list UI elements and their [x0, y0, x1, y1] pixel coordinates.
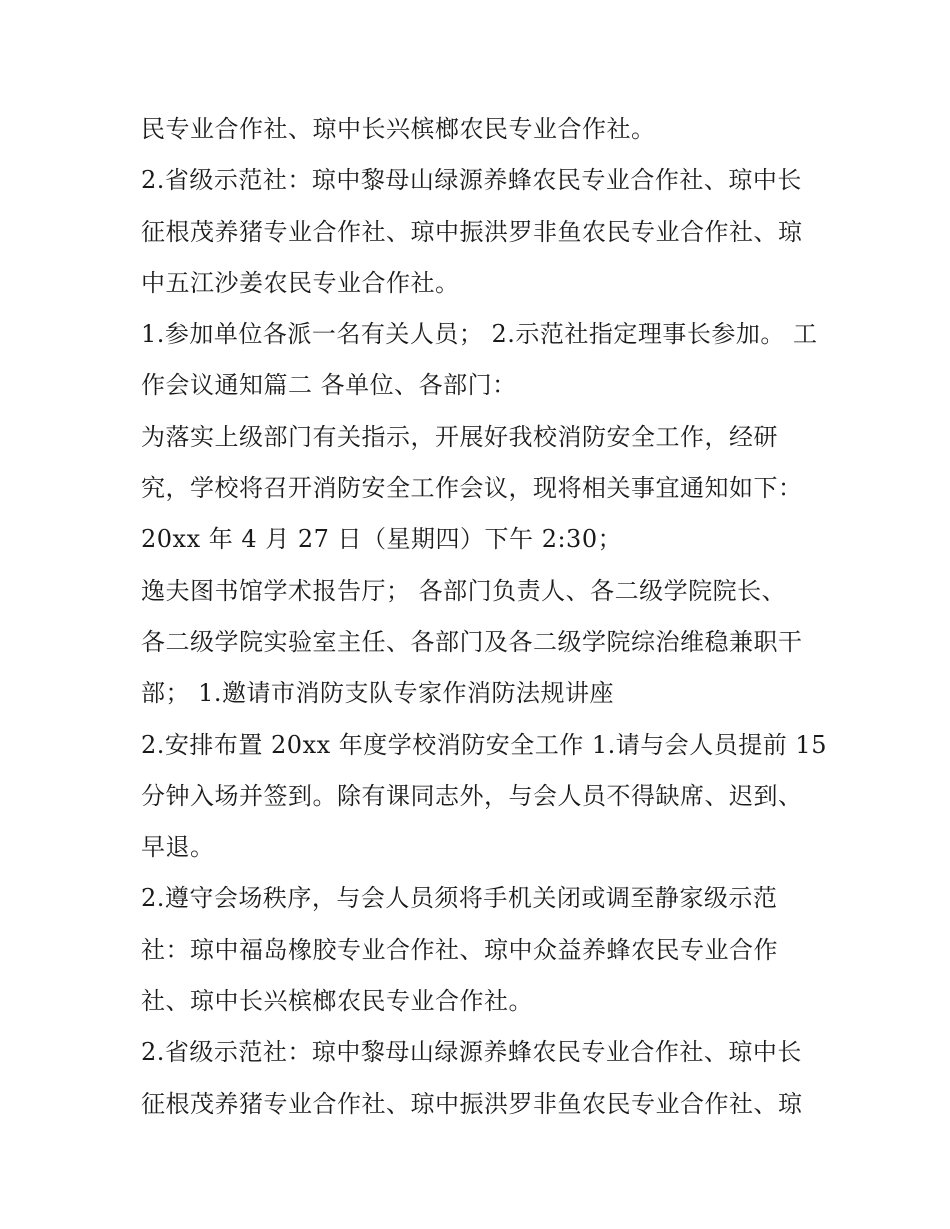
- text-line: 征根茂养猪专业合作社、琼中振洪罗非鱼农民专业合作社、琼: [141, 217, 803, 246]
- text-line: 2.遵守会场秩序，与会人员须将手机关闭或调至静家级示范: [141, 884, 778, 913]
- text-line: 2.省级示范社：琼中黎母山绿源养蜂农民专业合作社、琼中长: [141, 1038, 802, 1067]
- text-line: 中五江沙姜农民专业合作社。: [141, 268, 460, 297]
- document-body: [141, 108, 827, 1134]
- text-line: 2.安排布置 20xx 年度学校消防安全工作 1.请与会人员提前 15: [141, 730, 827, 759]
- text-line: 作会议通知篇二 各单位、各部门：: [141, 371, 517, 400]
- text-line: 早退。: [141, 833, 215, 862]
- text-line: 逸夫图书馆学术报告厅； 各部门负责人、各二级学院院长、: [141, 576, 787, 605]
- text-line: 各二级学院实验室主任、各部门及各二级学院综治维稳兼职干: [141, 627, 803, 656]
- text-line: 民专业合作社、琼中长兴槟榔农民专业合作社。: [141, 115, 656, 143]
- text-line: 2.省级示范社：琼中黎母山绿源养蜂农民专业合作社、琼中长: [141, 166, 802, 195]
- text-line: 分钟入场并签到。除有课同志外，与会人员不得缺席、迟到、: [141, 781, 803, 810]
- text-line: 20xx 年 4 月 27 日（星期四）下午 2:30；: [141, 525, 623, 554]
- text-line: 究，学校将召开消防安全工作会议，现将相关事宜通知如下：: [141, 474, 803, 503]
- text-line: 为落实上级部门有关指示，开展好我校消防安全工作，经研: [141, 422, 778, 451]
- text-line: 部； 1.邀请市消防支队专家作消防法规讲座: [141, 679, 615, 708]
- text-line: 征根茂养猪专业合作社、琼中振洪罗非鱼农民专业合作社、琼: [141, 1089, 803, 1118]
- text-line: 1.参加单位各派一名有关人员； 2.示范社指定理事长参加。 工: [141, 320, 818, 349]
- text-line: 社：琼中福岛橡胶专业合作社、琼中众益养蜂农民专业合作: [141, 935, 778, 964]
- text-line: 社、琼中长兴槟榔农民专业合作社。: [141, 987, 533, 1016]
